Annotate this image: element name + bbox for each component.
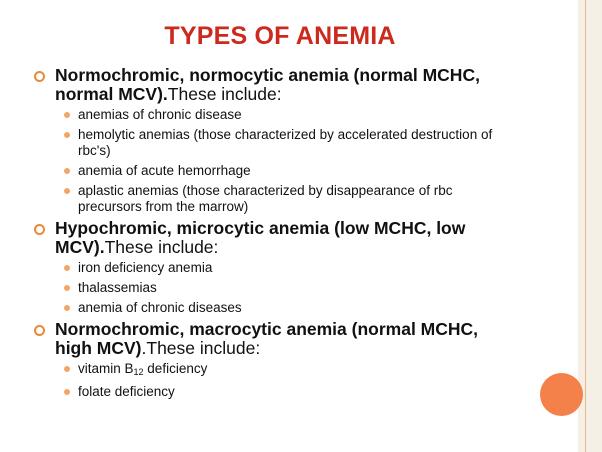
dot-bullet-icon	[64, 265, 70, 271]
list-item	[34, 260, 514, 276]
list-item	[34, 127, 514, 159]
sub-list	[34, 107, 514, 215]
list-item-text: vitamin B	[78, 361, 134, 376]
list-item	[34, 280, 514, 296]
list-item-text: iron deficiency anemia	[78, 260, 213, 275]
list-item	[34, 384, 514, 400]
sub-list	[34, 361, 514, 400]
subscript-text: 12	[133, 367, 144, 377]
dot-bullet-icon	[64, 305, 70, 311]
right-decor-stripe	[578, 0, 602, 452]
list-item	[34, 361, 514, 380]
ring-bullet-icon	[34, 224, 45, 235]
section-heading	[34, 66, 514, 104]
dot-bullet-icon	[64, 366, 70, 372]
section-heading-bold: Normochromic, macrocytic anemia (normal MCHC, high MCV)	[55, 319, 479, 358]
dot-bullet-icon	[64, 132, 70, 138]
dot-bullet-icon	[64, 285, 70, 291]
dot-bullet-icon	[64, 112, 70, 118]
list-item	[34, 183, 514, 215]
section-macrocytic	[34, 320, 514, 400]
right-decor-line	[585, 0, 586, 452]
section-heading-rest: .These include:	[141, 338, 261, 358]
dot-bullet-icon	[64, 389, 70, 395]
list-item	[34, 300, 514, 316]
section-heading-rest: These include:	[104, 237, 219, 257]
list-item	[34, 163, 514, 179]
section-heading	[34, 219, 514, 257]
dot-bullet-icon	[64, 168, 70, 174]
section-heading-bold: Normochromic, normocytic anemia (normal MCHC, normal MCV).	[55, 65, 480, 104]
section-normocytic	[34, 66, 514, 215]
list-item-text: anemia of chronic diseases	[78, 300, 242, 315]
slide-title: TYPES OF ANEMIA	[164, 22, 396, 50]
sub-list	[34, 260, 514, 316]
slide-content	[34, 66, 514, 404]
list-item-text: hemolytic anemias (those characterized by accelerated destruction of rbc's)	[78, 127, 493, 158]
dot-bullet-icon	[64, 188, 70, 194]
list-item-text: aplastic anemias (those characterized by disappearance of rbc precursors from the marrow)	[78, 183, 453, 214]
list-item-text-suffix: deficiency	[143, 361, 208, 376]
section-heading-rest: These include:	[167, 84, 282, 104]
section-microcytic	[34, 219, 514, 316]
accent-circle	[540, 373, 583, 416]
list-item-text: folate deficiency	[78, 384, 175, 399]
list-item-text: anemia of acute hemorrhage	[78, 163, 251, 178]
ring-bullet-icon	[34, 325, 45, 336]
list-item	[34, 107, 514, 123]
list-item-text: thalassemias	[78, 280, 157, 295]
section-heading-bold: Hypochromic, microcytic anemia (low MCHC, low MCV).	[55, 218, 466, 257]
section-heading	[34, 320, 514, 358]
list-item-text: anemias of chronic disease	[78, 107, 242, 122]
ring-bullet-icon	[34, 71, 45, 82]
